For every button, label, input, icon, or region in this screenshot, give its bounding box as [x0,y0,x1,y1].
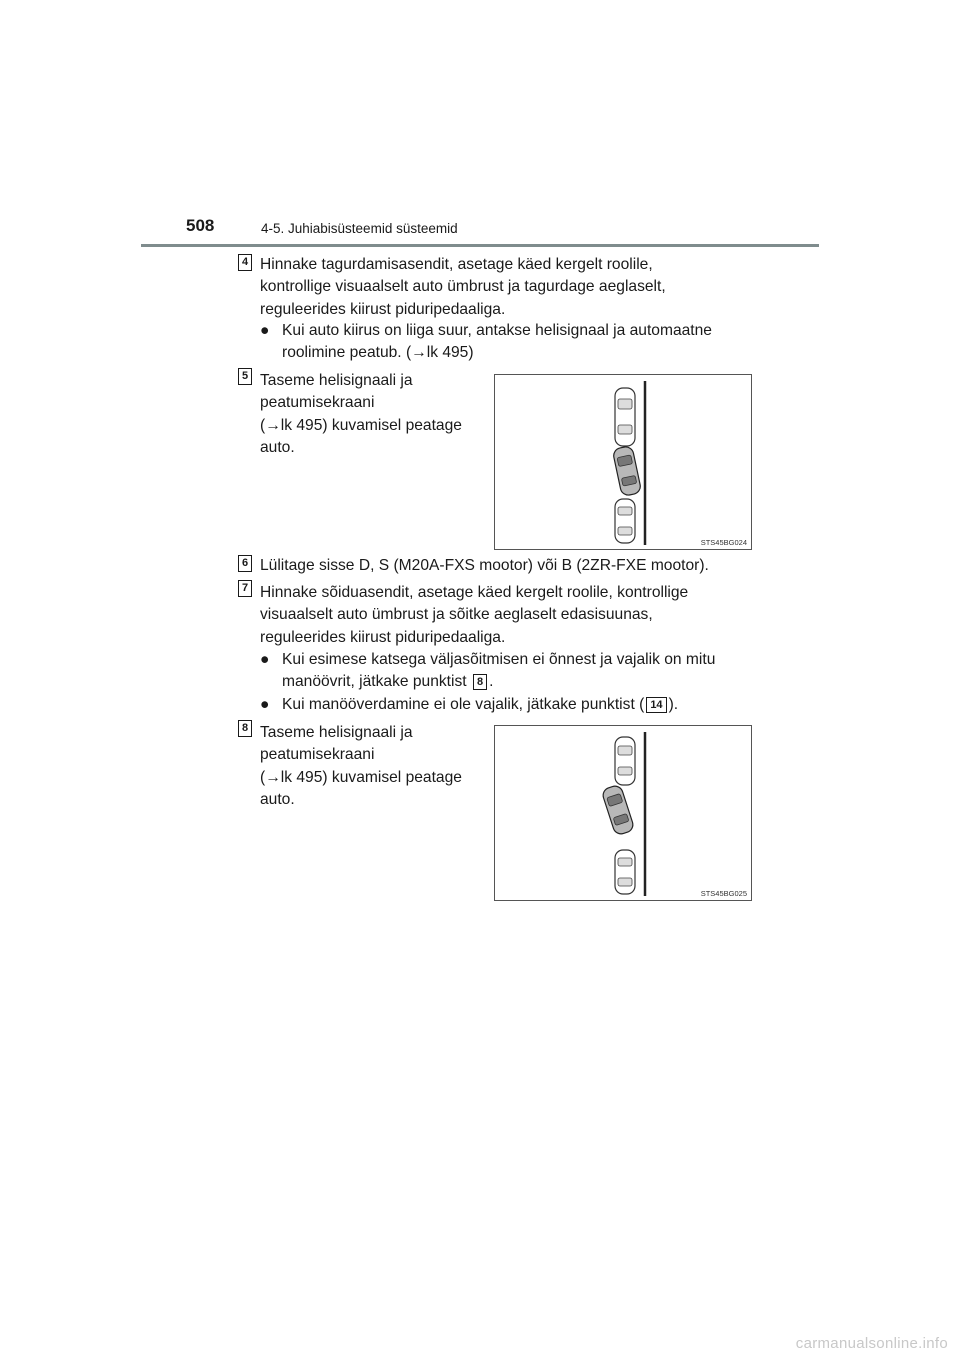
bullet-icon: ● [260,322,270,339]
step-4-line: Hinnake tagurdamisasendit, asetage käed kergelt roolile, [260,256,653,273]
section-title: 4-5. Juhiabisüsteemid süsteemid [261,221,458,236]
parked-car-icon [615,388,635,446]
bullet-line-text: . [489,673,494,691]
bullet-line [282,671,745,693]
own-car-icon [601,784,635,836]
step-6-text: Lülitage sisse D, S (M20A-FXS mootor) või B (2ZR-FXE mootor). [260,557,709,574]
bullet-line: roolimine peatub. (→lk 495) [282,344,474,362]
bullet-line-text: Kui manööverdamine ei ole vajalik, jätkake punktist ( [282,696,645,713]
figure-code: STS45BG025 [700,889,747,898]
header-divider [141,244,819,247]
figure-code: STS45BG024 [700,538,747,547]
bullet-line-text: manöövrit, jätkake punktist [282,673,467,691]
parked-car-icon [615,850,635,894]
step-7-line: reguleerides kiirust piduripedaaliga. [260,628,506,646]
step-6-marker: 6 [238,555,252,572]
step-4-line: kontrollige visuaalselt auto ümbrust ja tagurdage aeglaselt, [260,278,666,296]
step-ref-8[interactable]: 8 [473,674,487,690]
step-7-line: visuaalselt auto ümbrust ja sõitke aeglaselt edasisuunas, [260,606,653,624]
step-ref-14[interactable]: 14 [646,697,666,713]
step-7-line: Hinnake sõiduasendit, asetage käed kergelt roolile, kontrollige [260,584,689,601]
parking-figure-2 [494,725,752,901]
step-4-line: reguleerides kiirust piduripedaaliga. [260,300,506,318]
step-8-line: Taseme helisignaali ja [260,724,413,741]
step-4-marker: 4 [238,254,252,271]
bullet-line: Kui esimese katsega väljasõitmisen ei õnnest ja vajalik on mitu [282,651,716,668]
step-4-text [260,254,745,321]
step-7-marker: 7 [238,580,252,597]
watermark: carmanualsonline.info [795,1335,948,1352]
step-5-text [260,370,478,460]
step-8-line: auto. [260,791,295,809]
step-7-text [260,582,745,649]
step-4-bullet [282,320,745,365]
step-5-line: (→lk 495) kuvamisel peatage [260,416,462,434]
step-7-bullet-2 [282,694,745,716]
bullet-line-text: ). [668,696,679,713]
step-5-marker: 5 [238,368,252,385]
step-8-line: peatumisekraani [260,746,375,764]
parked-car-icon [615,737,635,785]
step-5-line: Taseme helisignaali ja [260,372,413,389]
page-number: 508 [186,216,215,235]
step-8-line: (→lk 495) kuvamisel peatage [260,768,462,786]
step-5-line: peatumisekraani [260,394,375,412]
step-8-text [260,722,478,812]
parking-figure-1 [494,374,752,550]
bullet-line: Kui auto kiirus on liiga suur, antakse helisignaal ja automaatne [282,322,712,339]
step-5-line: auto. [260,439,295,457]
step-8-marker: 8 [238,720,252,737]
parked-car-icon [615,499,635,543]
bullet-icon: ● [260,696,270,713]
step-7-bullet-1 [282,649,745,694]
own-car-icon [612,445,642,496]
bullet-icon: ● [260,651,270,668]
